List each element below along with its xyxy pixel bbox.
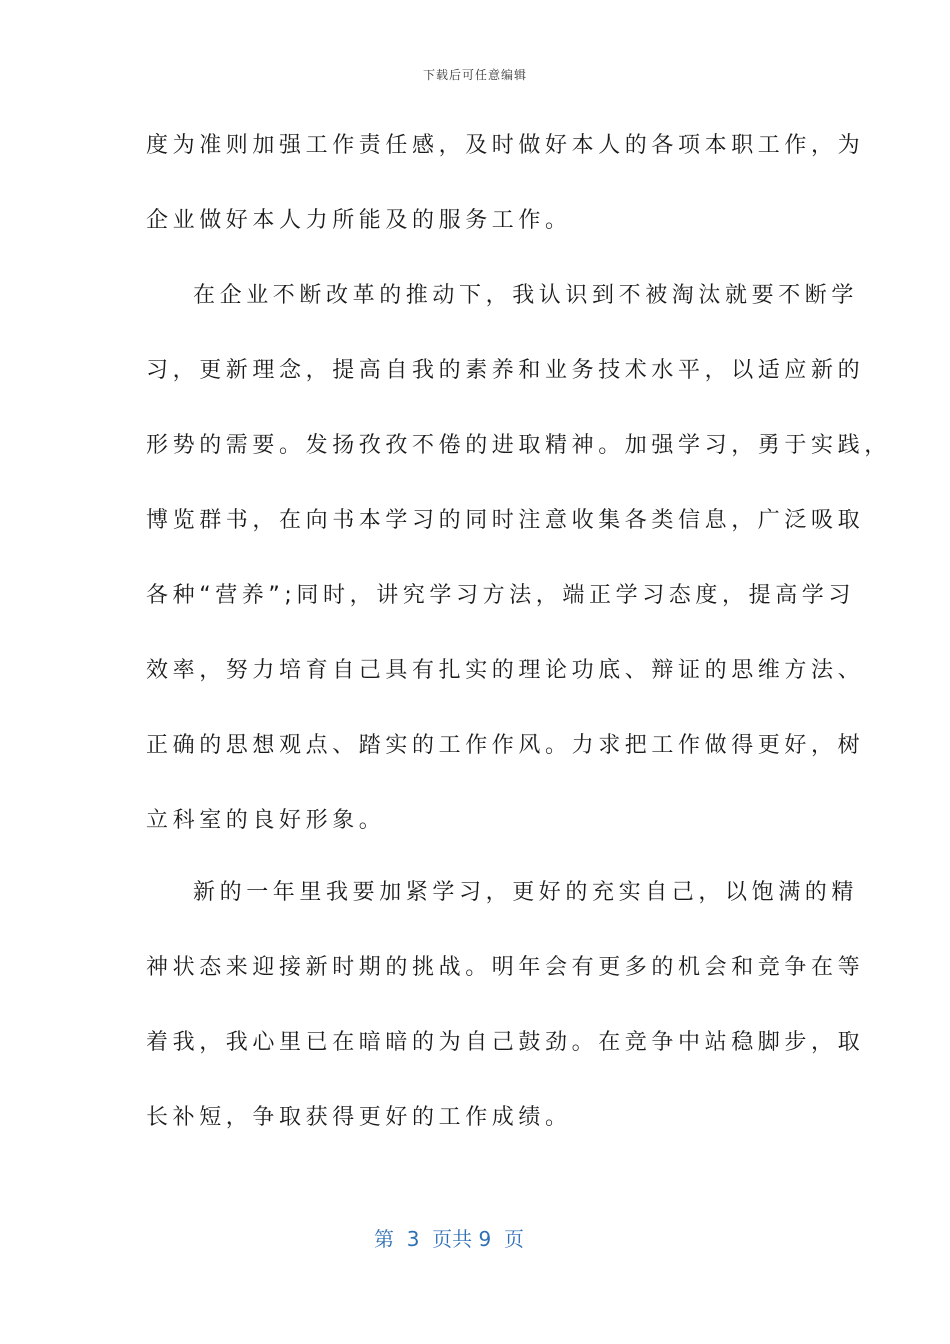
body-line: 各种“营养”;同时，讲究学习方法，端正学习态度，提高学习 — [146, 583, 856, 608]
body-line: 形势的需要。发扬孜孜不倦的进取精神。加强学习，勇于实践， — [146, 433, 891, 458]
body-line: 立科室的良好形象。 — [146, 808, 386, 833]
body-line: 度为准则加强工作责任感，及时做好本人的各项本职工作，为 — [146, 133, 865, 158]
body-line: 效率，努力培育自己具有扎实的理论功底、辩证的思维方法、 — [146, 658, 865, 683]
body-line: 神状态来迎接新时期的挑战。明年会有更多的机会和竞争在等 — [146, 955, 865, 980]
body-line: 习，更新理念，提高自我的素养和业务技术水平，以适应新的 — [146, 358, 865, 383]
page-number-footer: 第 3 页共 9 页 — [374, 1227, 524, 1251]
body-line: 长补短，争取获得更好的工作成绩。 — [146, 1105, 572, 1130]
body-line: 正确的思想观点、踏实的工作作风。力求把工作做得更好，树 — [146, 733, 865, 758]
body-line: 着我，我心里已在暗暗的为自己鼓劲。在竞争中站稳脚步，取 — [146, 1030, 865, 1055]
body-line: 企业做好本人力所能及的服务工作。 — [146, 208, 572, 233]
paragraph-start-line: 在企业不断改革的推动下，我认识到不被淘汰就要不断学 — [193, 283, 859, 308]
body-line: 博览群书，在向书本学习的同时注意收集各类信息，广泛吸取 — [146, 508, 865, 533]
page-header: 下载后可任意编辑 — [422, 68, 527, 82]
paragraph-start-line: 新的一年里我要加紧学习，更好的充实自己，以饱满的精 — [193, 880, 859, 905]
